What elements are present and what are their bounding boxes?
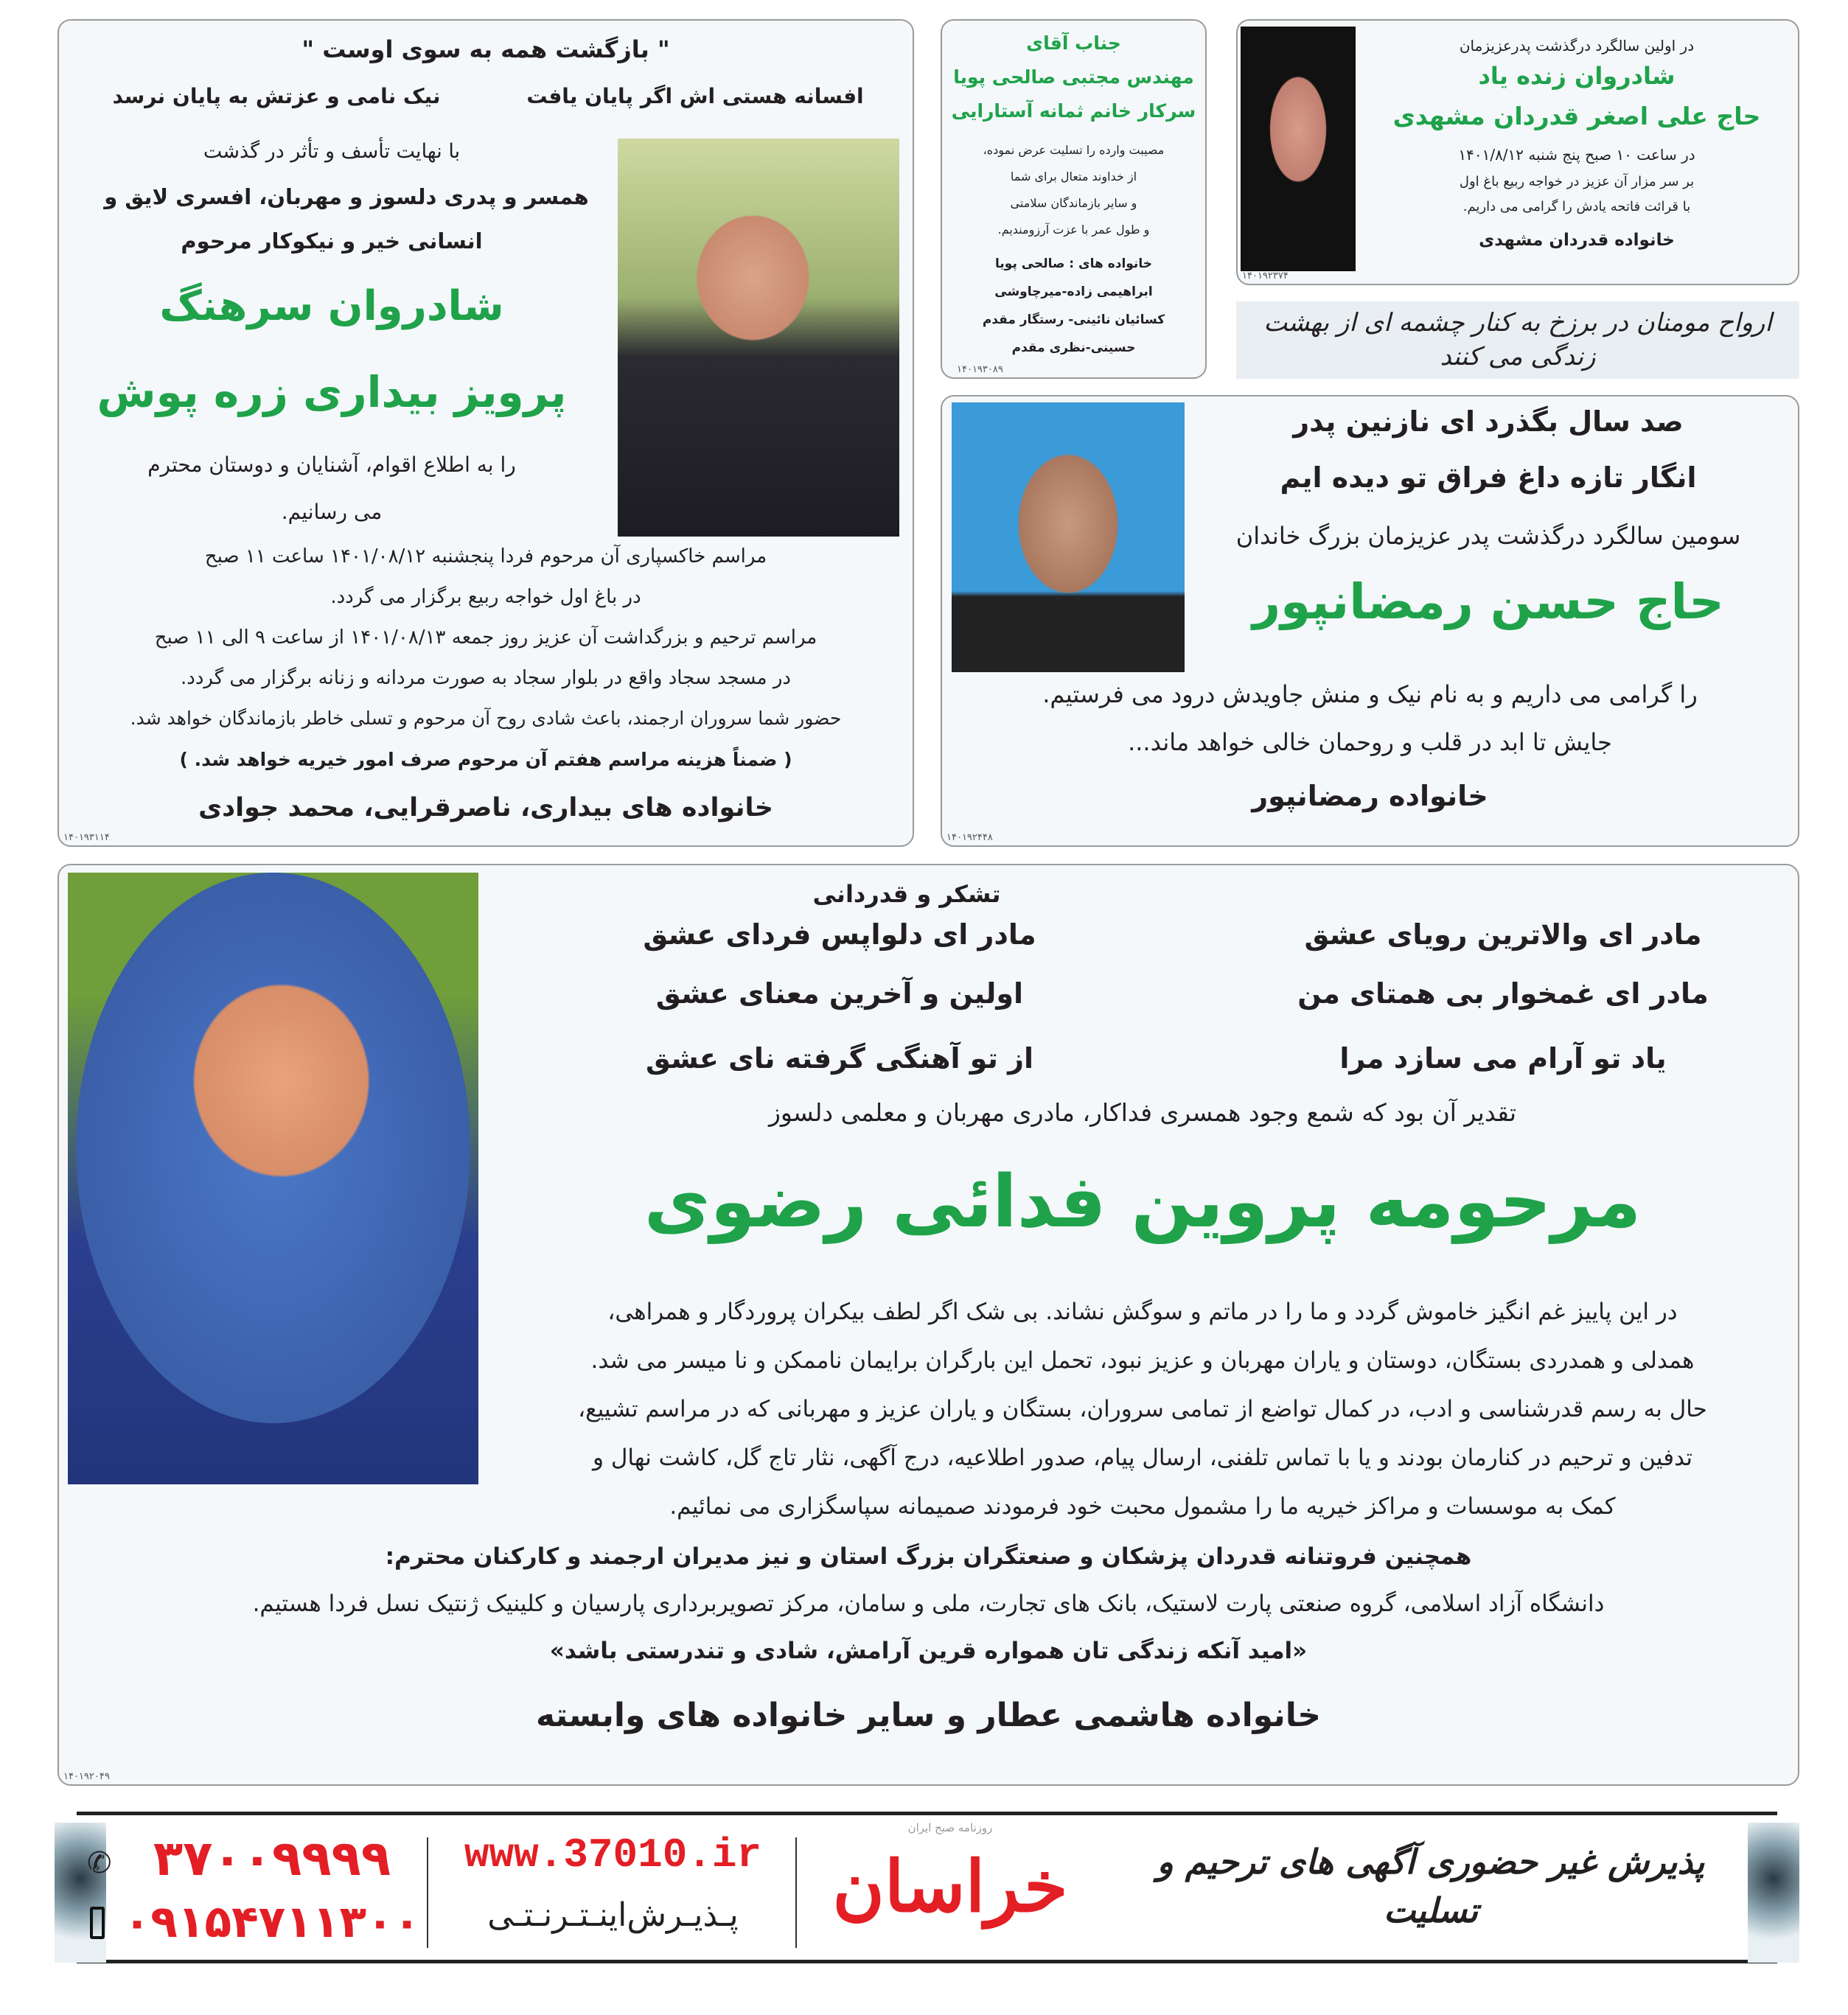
title: شادروان زنده یاد (1478, 62, 1676, 90)
website-link[interactable]: www.37010.ir (464, 1831, 762, 1879)
signature: خانواده های بیداری، ناصرقرایی، محمد جوادی (198, 793, 773, 823)
line: سومین سالگرد درگذشت پدر عزیزمان بزرگ خاندان (1235, 522, 1741, 550)
phone-icon: ✆ (87, 1846, 112, 1880)
line: در ساعت ۱۰ صبح پنج شنبه ۱۴۰۱/۸/۱۲ (1458, 146, 1695, 164)
line: ( ضمناً هزینه مراسم هفتم آن مرحوم صرف امور خیریه خواهد شد. ) (179, 749, 792, 770)
deceased-name: مرحومه پروین فدائی رضوی (644, 1160, 1642, 1244)
title: مهندس مجتبی صالحی پویا (953, 66, 1194, 88)
ad-ghadrdan (1236, 19, 1799, 285)
line: حضور شما سروران ارجمند، باعث شادی روح آن مرحوم و تسلی خاطر بازماندگان خواهد شد. (130, 708, 842, 729)
online-label: پـذیـرش‌اینـتـرنـتـی (487, 1896, 739, 1934)
intro: تقدیر آن بود که شمع وجود همسری فداکار، مادری مهربان و معلمی دلسوز (768, 1098, 1517, 1127)
poem-line: مادر ای دلواپس فردای عشق (643, 918, 1036, 951)
ad-ref: ۱۴۰۱۹۲۳۷۴ (1242, 270, 1289, 282)
wish-line: «امید آنکه زندگی تان همواره قرین آرامش، شادی و تندرستی باشد» (549, 1638, 1308, 1664)
title: جناب آقای (1026, 32, 1121, 54)
orgs-line: دانشگاه آزاد اسلامی، گروه صنعتی پارت لاستیک، بانک های تجارت، ملی و سامان، مرکز تصویربرداری پارسیان و کلینیک ژنتیک نسل فردا هستیم. (252, 1590, 1605, 1617)
line: و سایر بازماندگان سلامتی (1010, 196, 1137, 210)
verse: صد سال بگذرد ای نازنین پدر (1293, 405, 1684, 438)
flower-decoration-icon (1748, 1823, 1799, 1963)
poem-line: مادر ای غمخوار بی همتای من (1297, 977, 1709, 1010)
line: بر سر مزار آن عزیز در خواجه ربیع باغ اول (1459, 174, 1695, 189)
ad-ref: ۱۴۰۱۹۲۴۴۸ (946, 832, 993, 843)
divider (427, 1837, 428, 1948)
flower-decoration-icon (55, 1823, 106, 1963)
title: سرکار خانم ثمانه آستارایی (951, 100, 1196, 122)
mobile-number[interactable]: ۰۹۱۵۴۷۱۱۳۰۰ (123, 1896, 421, 1948)
body-line: همدلی و همدردی بستگان، دوستان و یاران مهربان و عزیز نبود، تحمل این بارگران برایمان ناممکن و نا میسر می شد. (590, 1347, 1695, 1374)
line: را گرامی می داریم و به نام نیک و منش جاویدش درود می فرستیم. (1042, 680, 1698, 708)
body-line: تدفین و ترحیم در کنارمان بودند و یا با تماس تلفنی، ارسال پیام، صدور اطلاعیه، درج آگهی، نثار تاج گل، کاشت نهال و (593, 1445, 1692, 1471)
signature: حسینی-نظری مقدم (1011, 341, 1136, 355)
portrait-photo (618, 139, 899, 537)
khorasan-banner (77, 1812, 1777, 1963)
signature: خانواده هاشمی عطار و سایر خانواده های وابسته (535, 1697, 1322, 1734)
line: انسانی خیر و نیکوکار مرحوم (181, 228, 483, 254)
deceased-name: حاج علی اصغر قدردان مشهدی (1392, 102, 1761, 130)
thanks-line: همچنین فروتنانه قدردان پزشکان و صنعتگران بزرگ استان و نیز مدیران ارجمند و کارکنان محترم: (385, 1543, 1472, 1570)
poem-line: از تو آهنگی گرفته نای عشق (646, 1042, 1033, 1075)
line: با قرائت فاتحه یادش را گرامی می داریم. (1462, 199, 1691, 214)
ad-ramezanpour (941, 395, 1799, 847)
verse: افسانه هستی اش اگر پایان یافت (526, 84, 864, 108)
poem-line: مادر ای والاترین رویای عشق (1304, 918, 1702, 951)
signature: ابراهیمی زاده-میرچاوشی (994, 284, 1153, 299)
signature: خانواده قدردان مشهدی (1479, 231, 1675, 250)
deceased-name: پرویز بیداری زره پوش (97, 367, 567, 417)
verse: انگار تازه داغ فراق تو دیده ایم (1280, 461, 1697, 494)
portrait-photo (1241, 27, 1356, 271)
ad-fadaei-razavi (57, 864, 1799, 1786)
body-line: کمک به موسسات و مراکز خیریه ما را مشمول محبت خود فرمودند صمیمانه سپاسگزاری می نمائیم. (669, 1493, 1616, 1520)
ad-ref: ۱۴۰۱۹۳۰۸۹ (957, 364, 1003, 375)
mobile-icon (90, 1907, 105, 1939)
line: در باغ اول خواجه ربیع برگزار می گردد. (330, 586, 641, 608)
ad-bidari (57, 19, 914, 847)
line: همسر و پدری دلسوز و مهربان، افسری لایق و (104, 184, 589, 209)
line: را به اطلاع اقوام، آشنایان و دوستان محترم (147, 453, 516, 477)
line: مراسم ترحیم و بزرگداشت آن عزیز روز جمعه ۱۴۰۱/۰۸/۱۳ از ساعت ۹ الی ۱۱ صبح (154, 626, 817, 649)
ad-ref: ۱۴۰۱۹۳۱۱۴ (63, 832, 110, 843)
signature: کسائیان نائینی- رستگار مقدم (982, 312, 1165, 327)
line: در اولین سالگرد درگذشت پدرعزیزمان (1459, 37, 1695, 55)
line: با نهایت تأسف و تأثر در گذشت (203, 140, 461, 163)
body-line: در این پاییز غم انگیز خاموش گردد و ما را در ماتم و سوگش نشاند. بی شک اگر لطف بیکران پروردگار و همراهی، (607, 1299, 1678, 1325)
verse: نیک نامی و عزتش به پایان نرسد (112, 84, 441, 108)
line: جایش تا ابد در قلب و روحمان خالی خواهد ماند... (1128, 728, 1612, 756)
header: " بازگشت همه به سوی اوست " (301, 35, 670, 63)
line: مصیبت وارده را تسلیت عرض نموده، (983, 143, 1165, 157)
deceased-title: شادروان سرهنگ (159, 282, 504, 330)
body-line: حال به رسم قدرشناسی و ادب، در کمال تواضع از تمامی سروران، بستگان و یاران عزیز و مهربانی که در مراسم تشییع، (578, 1396, 1707, 1422)
slogan: پذیرش غیر حضوری آگهی های ترحیم و تسلیت (1157, 1842, 1705, 1930)
logo-subtitle: روزنامه صبح ایران (907, 1821, 993, 1834)
signature: خانواده های : صالحی پویا (995, 256, 1152, 271)
quote-text: ارواح مومنان در برزخ به کنار چشمه ای از بهشت زندگی می کنند (1263, 308, 1772, 371)
line: و طول عمر با عزت آرزومندیم. (997, 223, 1150, 237)
poem-line: اولین و آخرین معنای عشق (655, 977, 1024, 1010)
poem-line: یاد تو آرام می سازد مرا (1339, 1042, 1667, 1075)
ad-ref: ۱۴۰۱۹۲۰۴۹ (63, 1771, 110, 1782)
divider (795, 1837, 797, 1948)
header: تشکر و قدردانی (812, 880, 1001, 908)
signature: خانواده رمضانپور (1252, 780, 1488, 812)
line: می رسانیم. (281, 500, 383, 524)
line: مراسم خاکسپاری آن مرحوم فردا پنجشنبه ۱۴۰۱/۰۸/۱۲ ساعت ۱۱ صبح (204, 545, 767, 568)
portrait-photo (68, 873, 478, 1484)
quote-strip (1236, 301, 1799, 379)
deceased-name: حاج حسن رمضانپور (1252, 573, 1724, 630)
line: از خداوند متعال برای شما (1010, 170, 1137, 184)
phone-number[interactable]: ۳۷۰۰۹۹۹۹ (153, 1830, 391, 1887)
portrait-photo (952, 402, 1185, 672)
ad-salehi-pouya (941, 19, 1207, 379)
line: در مسجد سجاد واقع در بلوار سجاد به صورت مردانه و زنانه برگزار می گردد. (180, 667, 791, 689)
khorasan-logo: خراسان (832, 1845, 1068, 1928)
